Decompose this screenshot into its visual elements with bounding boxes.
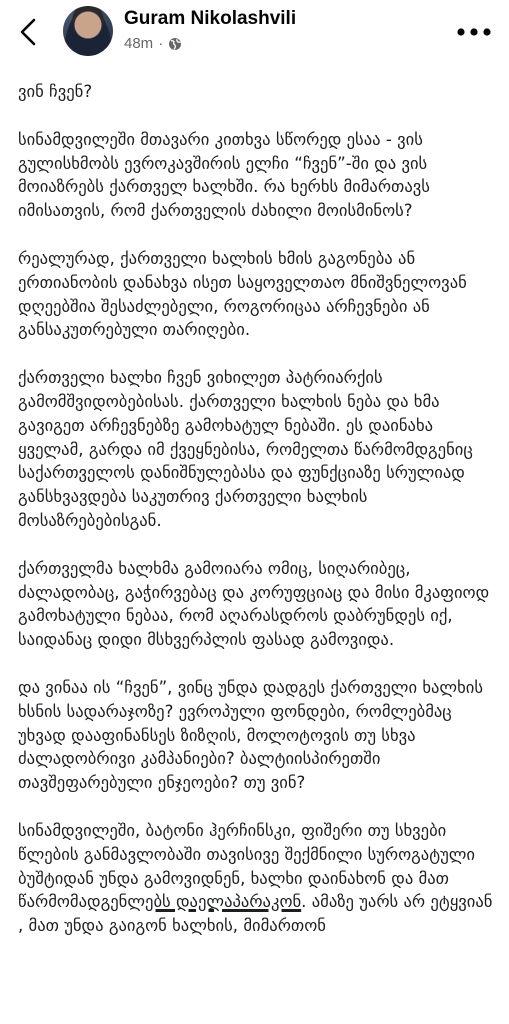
post-paragraph: სინამდვილეში მთავარი კითხვა სწორედ ესაა - ვის გულისხმობს ევროკავშირის ელჩი “ჩვენ”-ში და ვის მოიაზრებს ქართველ ხალხში. რა ხერხს მიმართავს იმისათვის, რომ ქართველის ძახილი მოისმინოს?	[18, 129, 430, 221]
author-name[interactable]: Guram Nikolashvili	[124, 8, 297, 29]
more-options-button[interactable]	[455, 24, 493, 38]
post-meta	[124, 35, 182, 52]
post-paragraph: ქართველმა ხალხმა გამოიარა ომიც, სიღარიბეც, ძალადობაც, გაჭირვებაც და კორუფციაც და მისი მკაფიოდ გამოხატული ნებაა, რომ აღარასდროს დაბრუნდეს იქ, საიდანაც დიდი მსხვერპლის ფასად გამოვიდა.	[18, 558, 490, 650]
post-paragraph: რეალურად, ქართველი ხალხის ხმის გაგონება ან ერთიანობის დანახვა ისეთ საყოველთაო მნიშვნელოვან დღეებშია შესაძლებელი, როგორიცაა არჩევნები ან განსაკუთრებული თარიღები.	[18, 248, 467, 340]
underlined-text: ებს დაელაპარაკონ	[145, 892, 302, 912]
post-paragraph: და ვინაა ის “ჩვენ”, ვინც უნდა დადგეს ქართველი ხალხის ხსნის სადარაჯოზე? ევროპული ფონდები, რომლებმაც უხვად დააფინანსეს ზიზღის, მოლოტოვის თუ სხვა ძალადობრივი კამპანიები? ბალტიისპირეთში თავშეფარებული ენჯეოები? თუ ვინ?	[18, 677, 484, 793]
more-dots-icon	[455, 25, 493, 39]
paragraph-text: სინამდვილეში, ბატონი ჰერჩინსკი, ფიშერი თუ სხვები წლების განმავლობაში თავისივე შექმნილი სუროგატული ბუშტიდან უნდა გამოვიდნენ, ხალხი დაინახონ და მათ წარმომადგენლ	[18, 820, 476, 912]
post-time[interactable]: 48m	[124, 35, 154, 52]
post-paragraph: ქართველი ხალხი ჩვენ ვიხილეთ პატრიარქის გამომშვიდობებისას. ქართველი ხალხის ნება და ხმა გავიგეთ არჩევნებზე გამოხატულ ნებაში. ეს დაინახა ყველამ, გარდა იმ ქვეყნებისა, რომელთა წარმომდგენიც საქართველოს დანიშნულებასა და ფუნქციაზე სრულიად განსხვავდება საკუთრივ ქართველი ხალხის მოსაზრებებისგან.	[18, 368, 473, 530]
globe-icon	[168, 37, 182, 51]
meta-separator: ·	[158, 35, 164, 52]
post-paragraph-last	[18, 819, 500, 938]
post-paragraph: ვინ ჩვენ?	[18, 82, 93, 101]
post-header	[0, 0, 509, 66]
back-button[interactable]	[14, 14, 44, 50]
post-body	[18, 80, 500, 962]
chevron-left-icon	[14, 14, 44, 50]
avatar[interactable]	[63, 6, 113, 56]
paragraph-text: . ამაზე უარს არ ეტყვიან , მათ უნდა გაიგონ ხალხის, მიმართონ	[18, 892, 493, 936]
